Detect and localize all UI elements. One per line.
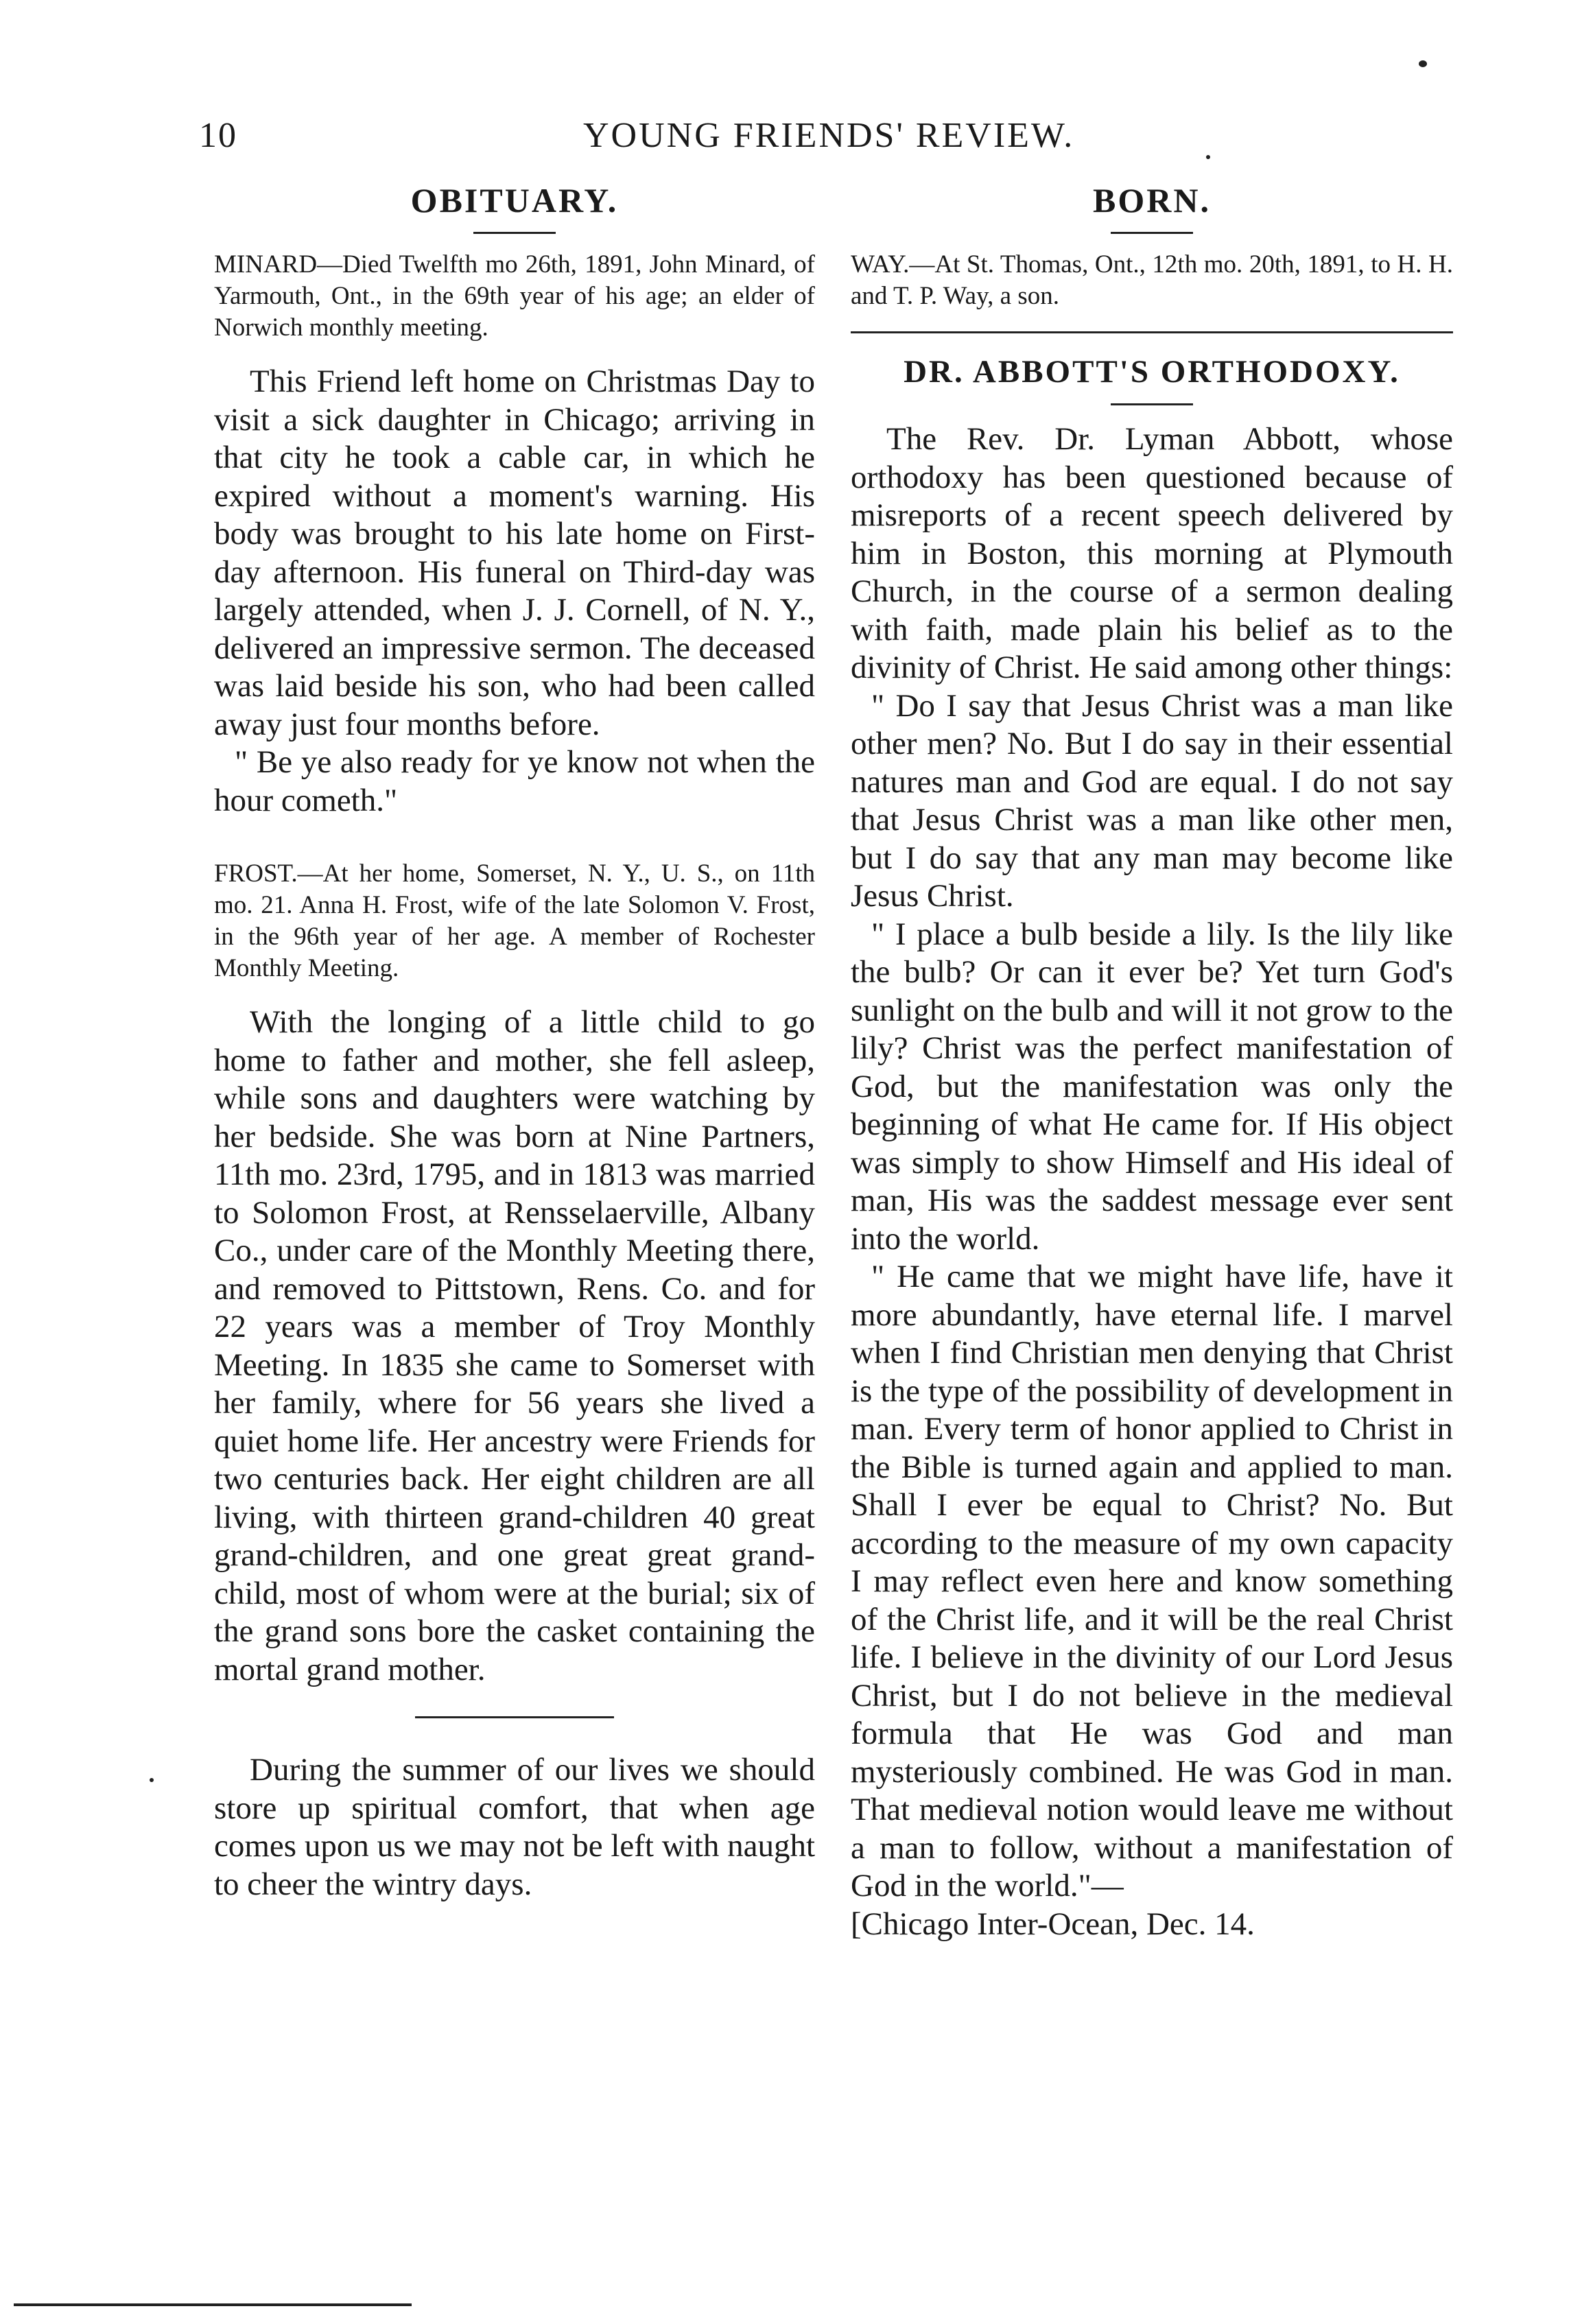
separator-rule <box>415 1716 614 1718</box>
minard-notice: MINARD—Died Twelfth mo 26th, 1891, John Minard, of Yarmouth, Ont., in the 69th year of his age; an elder of Norwich monthly meeting. <box>214 250 815 342</box>
article-quote-2: " I place a bulb beside a lily. Is the lily like the bulb? Or can it ever be? Yet turn God's sunlight on the bulb and will it not grow to the lily? Christ was the perfect manifestation of God, but the manifestation was only the beginning of what He came for. If His object was simply to show Himself and His ideal of man, His was the saddest message ever sent into the world. <box>851 916 1453 1257</box>
article-quote-1: " Do I say that Jesus Christ was a man like other men? No. But I do say in their essential natures man and God are equal. I do not say that Jesus Christ was a man like other men, but I do say that any man may become like Jesus Christ. <box>851 687 1453 914</box>
born-heading: BORN. <box>1093 181 1211 220</box>
print-speck <box>150 1778 154 1782</box>
minard-quote: " Be ye also ready for ye know not when the hour cometh." <box>214 744 815 818</box>
frost-body: With the longing of a little child to go home to father and mother, she fell asleep, while sons and daughters were watching by her bedside. She was born at Nine Partners, 11th mo. 23rd, 1795, and in 1813 was married to Solomon Frost, at Rensselaerville, Albany Co., under care of the Monthly Meeting there, and removed to Pittstown, Rens. Co. and for 22 years was a member of Troy Monthly Meeting. In 1835 she came to Somerset with her family, where for 56 years she lived a quiet home life. Her ancestry were Friends for two centuries back. Her eight children are all living, with thirteen grand-children 40 great grand-children, and one great great grand-child, most of whom were at the burial; six of the grand sons bore the casket containing the mortal grand mother. <box>214 1004 815 1687</box>
print-speck <box>1419 60 1427 67</box>
footer-rule <box>14 2303 412 2306</box>
page-header <box>199 115 1482 170</box>
page-number: 10 <box>199 116 237 155</box>
article-quote-3: " He came that we might have life, have it more abundantly, have eternal life. I marvel when I find Christian men denying that Christ is the type of the possibility of development in man. Every term of honor applied to Christ in the Bible is turned again and applied to man. Shall I ever be equal to Christ? No. But according to the measure of my own capacity I may reflect even here and know something of the Christ life, and it will be the real Christ life. I believe in the divinity of our Lord Jesus Christ, but I do not believe in the medieval formula that He was God and man mysteriously combined. He was God in man. That medieval notion would leave me without a man to follow, without a manifestation of God in the world."— <box>851 1259 1453 1904</box>
obituary-heading: OBITUARY. <box>410 181 619 220</box>
section-rule <box>473 232 556 234</box>
left-column <box>214 180 815 1904</box>
spacer <box>214 820 815 858</box>
way-notice: WAY.—At St. Thomas, Ont., 12th mo. 20th, 1891, to H. H. and T. P. Way, a son. <box>851 250 1453 310</box>
article-heading: DR. ABBOTT'S ORTHODOXY. <box>904 354 1400 390</box>
print-speck <box>1206 155 1210 159</box>
article-intro: The Rev. Dr. Lyman Abbott, whose orthodoxy has been questioned because of misreports of a recent speech delivered by him in Boston, this morning at Plymouth Church, in the course of a sermon dealing with faith, made plain his belief as to the divinity of Christ. He said among other things: <box>851 421 1453 685</box>
article-source: [Chicago Inter-Ocean, Dec. 14. <box>851 1906 1255 1942</box>
right-column <box>851 180 1453 1943</box>
section-rule <box>1111 403 1193 405</box>
closing-paragraph: During the summer of our lives we should store up spiritual comfort, that when age comes upon us we may not be left with naught to cheer the wintry days. <box>214 1752 815 1902</box>
separator-rule <box>851 331 1453 333</box>
journal-title: YOUNG FRIENDS' REVIEW. <box>583 116 1075 155</box>
frost-notice: FROST.—At her home, Somerset, N. Y., U. S., on 11th mo. 21. Anna H. Frost, wife of the late Solomon V. Frost, in the 96th year of her age. A member of Rochester Monthly Meeting. <box>214 859 815 982</box>
minard-body: This Friend left home on Christmas Day to visit a sick daughter in Chicago; arriving in that city he took a cable car, in which he expired without a moment's warning. His body was brought to his late home on First-day afternoon. His funeral on Third-day was largely attended, when J. J. Cornell, of N. Y., delivered an impressive sermon. The deceased was laid beside his son, who had been called away just four months before. <box>214 364 815 742</box>
section-rule <box>1111 232 1193 234</box>
